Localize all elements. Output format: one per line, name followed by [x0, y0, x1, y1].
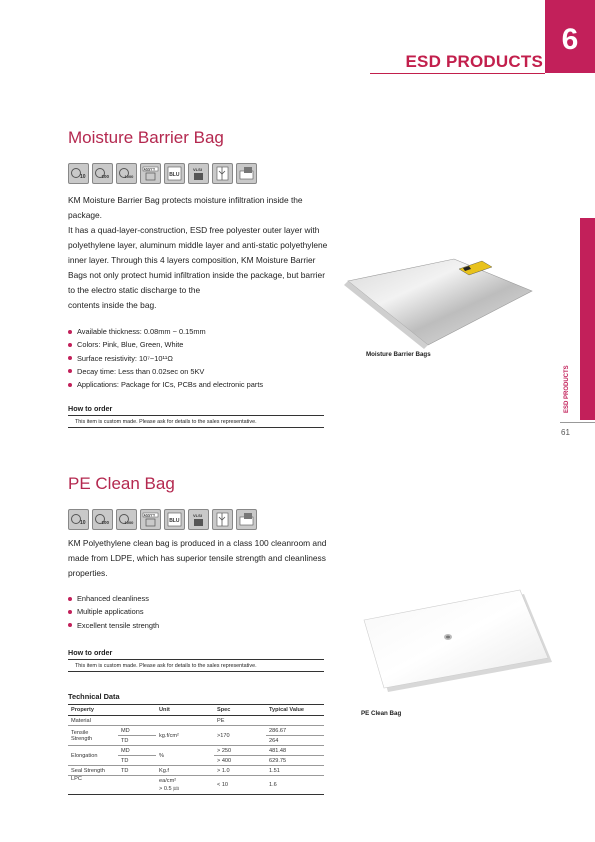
cell: 629.75 [266, 756, 324, 766]
chapter-number-tab: 6 [545, 0, 595, 73]
page-number: 61 [561, 428, 570, 437]
cell: 286.67 [266, 726, 324, 736]
10-volt-icon [68, 509, 89, 530]
cell: >170 [214, 726, 266, 746]
cell [266, 716, 324, 726]
moisture-description [68, 193, 338, 313]
svg-text:ASSY'Y: ASSY'Y [143, 513, 156, 518]
list-item: Multiple applications [68, 605, 288, 618]
cell: LPC [68, 776, 156, 795]
cell: Elongation [68, 746, 118, 766]
cell: Seal Strength [68, 766, 118, 776]
list-item: Available thickness: 0.08mm ~ 0.15mm [68, 325, 348, 338]
table-header-row [68, 705, 324, 716]
section-title: ESD PRODUCTS [405, 52, 543, 71]
1000-volt-icon [116, 509, 137, 530]
moisture-description-line: It has a quad-layer-construction, ESD free polyester outer layer with [68, 225, 320, 235]
list-item: Colors: Pink, Blue, Green, White [68, 338, 348, 351]
moisture-description-line: KM Moisture Barrier Bag protects moisture infiltration inside the [68, 195, 303, 205]
svg-text:10: 10 [80, 174, 86, 180]
cell: 264 [266, 736, 324, 746]
moisture-bag-caption: Moisture Barrier Bags [366, 351, 431, 358]
side-accent-bar [580, 218, 595, 420]
cell: Kg.f [156, 766, 214, 776]
pe-order-text: This item is custom made. Please ask for details to the sales representative. [75, 663, 257, 669]
pe-order-note [68, 659, 324, 672]
pe-bag-image [354, 588, 554, 698]
1000-volt-icon [116, 163, 137, 184]
bag-open-icon [212, 163, 233, 184]
pe-description [68, 536, 348, 581]
cell-line: Tensile [71, 729, 89, 736]
bag-seal-icon [236, 163, 257, 184]
cell [156, 716, 214, 726]
moisture-how-to-order-heading: How to order [68, 404, 113, 413]
cell-line: ea/cm² [159, 778, 177, 784]
cell: kg.f/cm² [156, 726, 214, 746]
ansi-icon [140, 163, 161, 184]
pe-feature-list [68, 592, 288, 632]
cell: PE [214, 716, 266, 726]
moisture-description-line: polyethylene layer, aluminum middle layer and anti-static polyethylene [68, 240, 328, 250]
cell [68, 726, 118, 746]
svg-text:BLU: BLU [169, 172, 180, 178]
header-rule [370, 73, 545, 74]
cell: 481.48 [266, 746, 324, 756]
list-item: Surface resistivity: 10⁷~10¹¹Ω [68, 352, 348, 365]
side-label [561, 365, 573, 420]
list-item: Applications: Package for ICs, PCBs and electronic parts [68, 378, 348, 391]
cell: MD [118, 726, 156, 736]
blu-icon [164, 163, 185, 184]
10-volt-icon [68, 163, 89, 184]
svg-text:10: 10 [80, 520, 86, 526]
moisture-description-line: package. [68, 210, 102, 220]
moisture-description-line: Bags not only protect humid infiltration inside the package, but barrier [68, 270, 325, 280]
moisture-bag-image [334, 255, 540, 355]
header-typical-value: Typical Value [266, 705, 324, 716]
moisture-feature-list [68, 325, 348, 391]
svg-text:VLSI: VLSI [193, 513, 202, 518]
svg-text:100: 100 [101, 520, 110, 525]
list-item: Decay time: Less than 0.02sec on 5KV [68, 365, 348, 378]
cell-line: > 0.5 ㎛ [159, 786, 179, 792]
cell: TD [118, 766, 156, 776]
vlsi-icon [188, 163, 209, 184]
pe-description-line: properties. [68, 568, 108, 578]
svg-text:BLU: BLU [169, 518, 180, 524]
cell: > 250 [214, 746, 266, 756]
moisture-description-line: to the electro static discharge to the [68, 285, 201, 295]
header-property: Property [68, 705, 156, 716]
moisture-icon-row [68, 163, 257, 184]
moisture-description-line: inner layer. Through this 4 layers composition, KM Moisture Barrier [68, 255, 316, 265]
pe-how-to-order-heading: How to order [68, 648, 113, 657]
svg-text:100: 100 [101, 174, 110, 179]
header-unit: Unit [156, 705, 214, 716]
table-row [68, 716, 324, 726]
ansi-icon [140, 509, 161, 530]
table-row [68, 776, 324, 795]
cell: 1.6 [266, 776, 324, 795]
header-spec: Spec [214, 705, 266, 716]
list-item: Enhanced cleanliness [68, 592, 288, 605]
technical-data-table [68, 704, 324, 795]
side-rule [560, 422, 595, 423]
bag-open-icon [212, 509, 233, 530]
cell: < 10 [214, 776, 266, 795]
moisture-description-line: contents inside the bag. [68, 300, 157, 310]
blu-icon [164, 509, 185, 530]
technical-data-title: Technical Data [68, 692, 120, 701]
vlsi-icon [188, 509, 209, 530]
table-row [68, 766, 324, 776]
side-label-text: ESD PRODUCTS [564, 365, 570, 413]
bag-seal-icon [236, 509, 257, 530]
list-item: Excellent tensile strength [68, 619, 288, 632]
table-row [68, 746, 324, 756]
table-row [68, 726, 324, 736]
svg-text:VLSI: VLSI [193, 167, 202, 172]
cell [156, 776, 214, 795]
cell: 1.51 [266, 766, 324, 776]
cell: > 400 [214, 756, 266, 766]
pe-icon-row [68, 509, 257, 530]
cell: % [156, 746, 214, 766]
svg-text:1000: 1000 [124, 520, 134, 525]
pe-description-line: made from LDPE, which has superior tensile strength and cleanliness [68, 553, 326, 563]
100-volt-icon [92, 163, 113, 184]
svg-text:1000: 1000 [124, 174, 134, 179]
svg-text:ASSY'Y: ASSY'Y [143, 167, 156, 172]
cell-line: Strength [71, 735, 93, 742]
moisture-order-text: This item is custom made. Please ask for details to the sales representative. [75, 419, 257, 425]
pe-bag-caption: PE Clean Bag [361, 710, 402, 717]
pe-bag-title: PE Clean Bag [68, 474, 175, 493]
cell: > 1.0 [214, 766, 266, 776]
moisture-bag-title: Moisture Barrier Bag [68, 128, 224, 147]
cell: TD [118, 736, 156, 746]
pe-description-line: KM Polyethylene clean bag is produced in a class 100 cleanroom and [68, 538, 327, 548]
cell: MD [118, 746, 156, 756]
moisture-order-note [68, 415, 324, 428]
cell: TD [118, 756, 156, 766]
100-volt-icon [92, 509, 113, 530]
cell: Material [68, 716, 156, 726]
